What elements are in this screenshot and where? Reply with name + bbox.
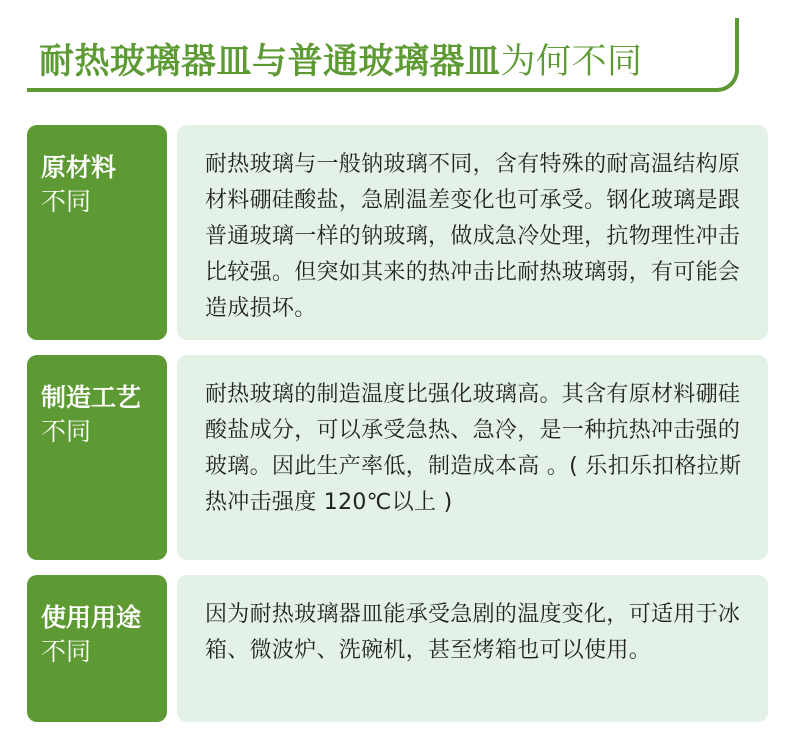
row-label-main: 制造工艺 [41,383,142,412]
comparison-row-process [27,355,768,560]
row-label-main: 原材料 [41,153,117,182]
page-title-bold: 耐热玻璃器皿与普通玻璃器皿 [39,42,501,82]
row-label-main: 使用用途 [41,603,142,632]
row-text: 耐热玻璃与一般钠玻璃不同，含有特殊的耐高温结构原材料硼硅酸盐，急剧温差变化也可承受。钢化玻璃是跟普通玻璃一样的钠玻璃，做成急冷处理，抗物理性冲击比较强。但突如其来的热冲击比耐热玻璃弱，有可能会造成损坏。 [205,152,741,321]
row-text: 因为耐热玻璃器皿能承受急剧的温度变化，可适用于冰箱、微波炉、洗碗机，甚至烤箱也可以使用。 [205,602,741,663]
row-label [27,125,167,340]
row-text: 耐热玻璃的制造温度比强化玻璃高。其含有原材料硼硅酸盐成分，可以承受急热、急冷，是一种抗热冲击强的玻璃。因此生产率低，制造成本高 。( 乐扣乐扣格拉斯热冲击强度 120℃以上 ) [205,382,742,515]
comparison-row-materials [27,125,768,340]
page-title-rest: 为何不同 [500,42,643,82]
comparison-row-usage [27,575,768,722]
row-label-sub: 不同 [41,417,92,446]
row-label-sub: 不同 [41,187,92,216]
page-title [39,34,643,84]
title-banner [27,18,739,100]
row-description [177,355,768,560]
row-label-sub: 不同 [41,637,92,666]
row-description [177,575,768,722]
row-label [27,355,167,560]
row-label [27,575,167,722]
row-description [177,125,768,340]
